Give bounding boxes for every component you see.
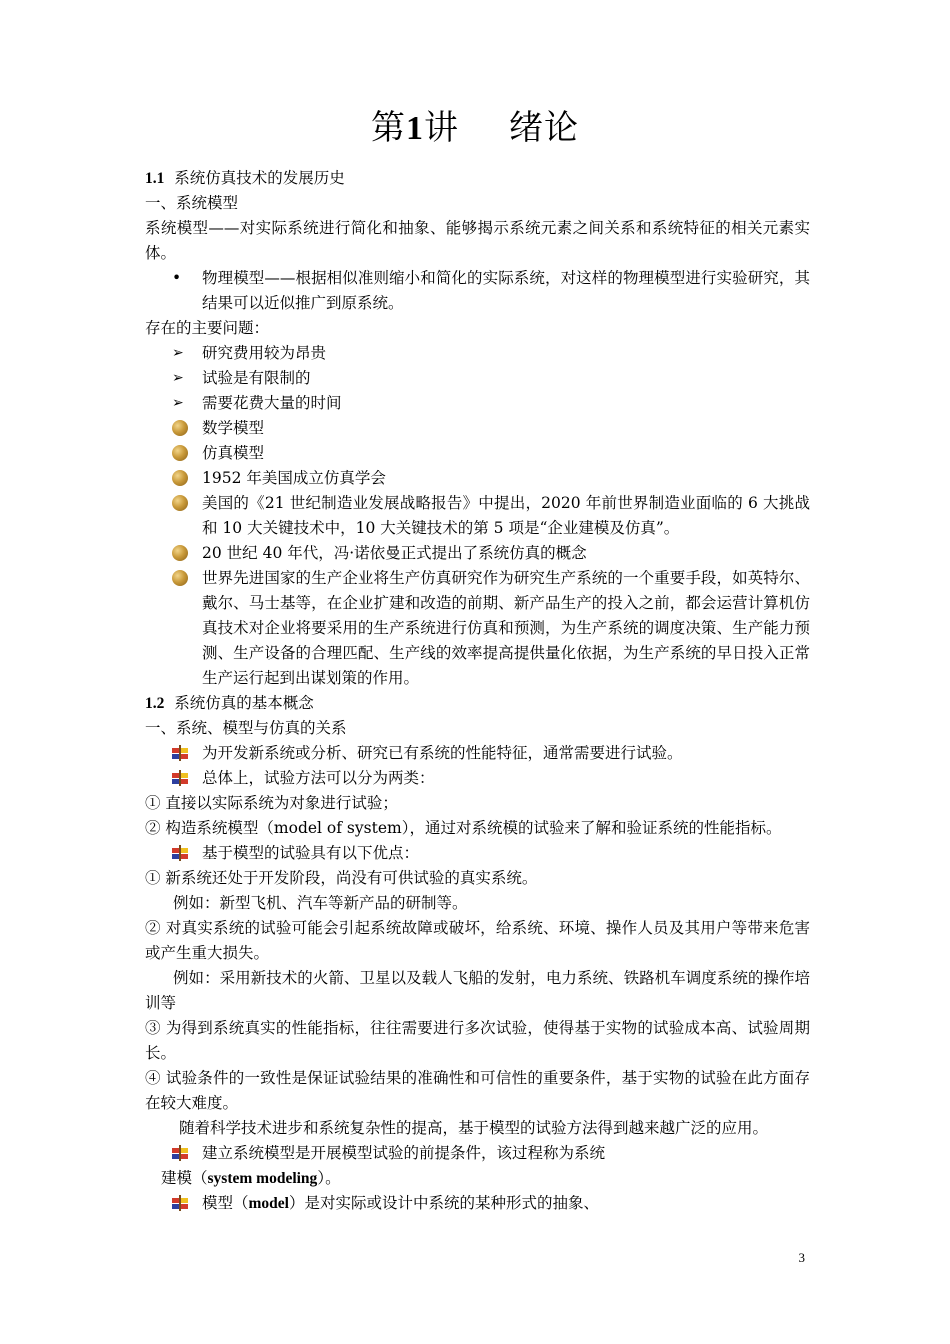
bullet-dot-icon: • — [172, 269, 182, 287]
title-suffix: 讲 — [424, 108, 459, 148]
title-name: 绪论 — [509, 108, 579, 148]
flag-bullet-icon — [172, 766, 194, 791]
gold-ball-bullet-icon — [172, 541, 194, 566]
subheading-system-model: 一、系统模型 — [145, 194, 239, 212]
list-item-flag: 为开发新系统或分析、研究已有系统的性能特征，通常需要进行试验。 — [145, 741, 810, 766]
page-content — [145, 166, 810, 1216]
list-item-physical-model: • 物理模型——根据相似准则缩小和简化的实际系统，对这样的物理模型进行实验研究，其结果可以近似推广到原系统。 — [145, 266, 810, 316]
list-item-arrow: ➢ 研究费用较为昂贵 — [145, 341, 810, 366]
problems-label: 存在的主要问题： — [145, 319, 270, 337]
list-item-flag: 基于模型的试验具有以下优点： — [145, 841, 810, 866]
method-item-1: ① 直接以实际系统为对象进行试验； — [145, 794, 398, 812]
section-heading-1-1: 1.1 系统仿真技术的发展历史 — [145, 169, 345, 187]
flag-bullet-icon — [172, 1141, 194, 1166]
arrow-bullet-icon: ➢ — [172, 395, 184, 411]
list-item-arrow: ➢ 需要花费大量的时间 — [145, 391, 810, 416]
method-item-2: ② 构造系统模型（model of system），通过对系统模的试验来了解和验证系统的性能指标。 — [145, 819, 782, 837]
modeling-line: 建模（system modeling）。 — [161, 1169, 341, 1187]
list-item-ball: 1952 年美国成立仿真学会 — [145, 466, 810, 491]
gold-ball-bullet-icon — [172, 491, 194, 516]
advantage-item-3: ③ 为得到系统真实的性能指标，往往需要进行多次试验，使得基于实物的试验成本高、试验周期长。 — [145, 1019, 810, 1062]
gold-ball-bullet-icon — [172, 566, 194, 591]
paragraph-development: 随着科学技术进步和系统复杂性的提高，基于模型的试验方法得到越来越广泛的应用。 — [179, 1119, 769, 1137]
flag-bullet-icon — [172, 741, 194, 766]
section-heading-1-2: 1.2 系统仿真的基本概念 — [145, 694, 314, 712]
list-item-ball: 美国的《21 世纪制造业发展战略报告》中提出，2020 年前世界制造业面临的 6 大挑战和 10 大关键技术中，10 大关键技术的第 5 项是“企业建模及仿真”。 — [145, 491, 810, 541]
gold-ball-bullet-icon — [172, 441, 194, 466]
title-number: 1 — [406, 110, 424, 147]
title-prefix: 第 — [371, 108, 406, 148]
advantage-example-2: 例如：采用新技术的火箭、卫星以及载人飞船的发射，电力系统、铁路机车调度系统的操作培训等 — [145, 969, 810, 1012]
list-item-ball: 世界先进国家的生产企业将生产仿真研究作为研究生产系统的一个重要手段，如英特尔、戴尔、马士基等，在企业扩建和改造的前期、新产品生产的投入之前，都会运营计算机仿真技术对企业将要采用的生产系统进行仿真和预测，为生产系统的调度决策、生产能力预测、生产设备的合理匹配、生产线的效率提高提供量化依据，为生产系统的早日投入正常生产运行起到出谋划策的作用。 — [145, 566, 810, 691]
advantage-item-1: ① 新系统还处于开发阶段，尚没有可供试验的真实系统。 — [145, 869, 538, 887]
advantage-example-1: 例如：新型飞机、汽车等新产品的研制等。 — [173, 894, 468, 912]
list-item-flag: 模型（model）是对实际或设计中系统的某种形式的抽象、 — [145, 1191, 810, 1216]
chapter-title — [0, 100, 950, 149]
paragraph-system-model: 系统模型——对实际系统进行简化和抽象、能够揭示系统元素之间关系和系统特征的相关元素实体。 — [145, 219, 810, 262]
subheading-relationship: 一、系统、模型与仿真的关系 — [145, 719, 347, 737]
list-item-flag: 建立系统模型是开展模型试验的前提条件，该过程称为系统 — [145, 1141, 810, 1166]
list-item-ball: 仿真模型 — [145, 441, 810, 466]
flag-bullet-icon — [172, 841, 194, 866]
page-number: 3 — [798, 1250, 805, 1265]
list-item-arrow: ➢ 试验是有限制的 — [145, 366, 810, 391]
gold-ball-bullet-icon — [172, 416, 194, 441]
arrow-bullet-icon: ➢ — [172, 370, 184, 386]
list-item-ball: 数学模型 — [145, 416, 810, 441]
list-item-ball: 20 世纪 40 年代，冯·诺依曼正式提出了系统仿真的概念 — [145, 541, 810, 566]
advantage-item-4: ④ 试验条件的一致性是保证试验结果的准确性和可信性的重要条件，基于实物的试验在此方面存在较大难度。 — [145, 1069, 810, 1112]
list-item-flag: 总体上，试验方法可以分为两类： — [145, 766, 810, 791]
advantage-item-2: ② 对真实系统的试验可能会引起系统故障或破坏，给系统、环境、操作人员及其用户等带来危害或产生重大损失。 — [145, 919, 810, 962]
flag-bullet-icon — [172, 1191, 194, 1216]
arrow-bullet-icon: ➢ — [172, 345, 184, 361]
gold-ball-bullet-icon — [172, 466, 194, 491]
